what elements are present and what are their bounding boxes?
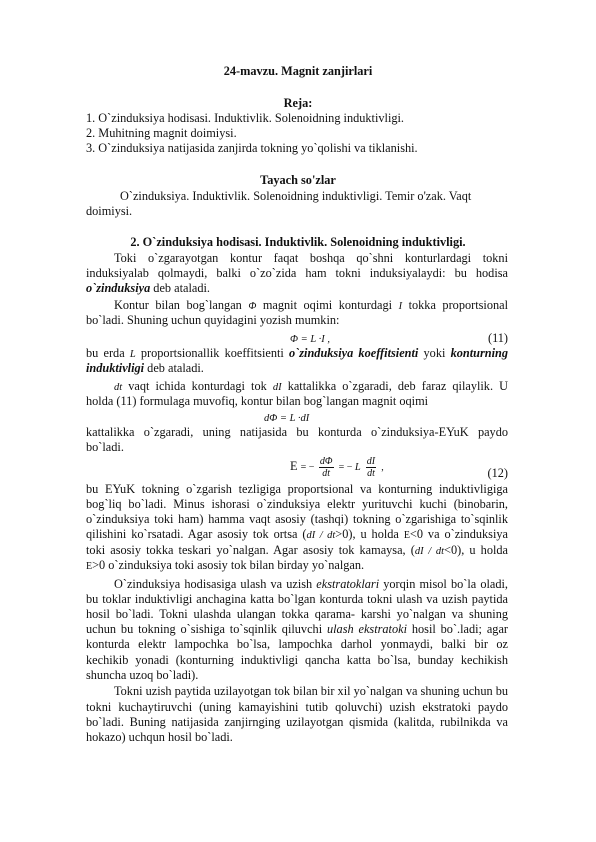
term-kontur: konturning — [450, 346, 508, 360]
inductance-symbol: L — [129, 349, 136, 360]
paragraph-line: hosil bo`ladi. Tokni ulashda ulangan tokka qarama- karshi yo`nalgan va shuning — [86, 607, 508, 621]
equation-number-12: (12) — [487, 466, 508, 480]
equation-11: Φ = L ·I , — [290, 334, 330, 345]
paragraph-line: bo`ladi. — [86, 440, 124, 454]
paragraph-line: induktivligi deb ataladi. — [86, 361, 204, 375]
equation-number-11: (11) — [487, 331, 508, 345]
paragraph-line: bo`ladi. Buning natijasida zanjirnging uzilayotgan qismida (kalitda, rubilnikda va — [86, 715, 508, 729]
page-title: 24-mavzu. Magnit zanjirlari — [223, 64, 373, 78]
paragraph-line: bu erda L proportsionallik koeffitsienti o`zinduksiya koeffitsienti yoki konturning — [86, 346, 508, 360]
plan-item: 2. Muhitning magnit doimiysi. — [86, 126, 237, 140]
paragraph-line: shuncha uzoq bo`ladi). — [86, 668, 199, 682]
term-coefficient: o`zinduksiya koeffitsienti — [289, 346, 419, 360]
paragraph-line: Tokni uzish paytida uzilayotgan tok bilan bir xil yo`nalgan va shuning uchun bu — [114, 684, 508, 698]
paragraph-line: bu EYuK tokning o`zgarish tezligiga proportsional va konturning induktivligiga — [86, 482, 508, 496]
paragraph-line: uchun bu tokning o`sishiga to`sqinlik qiluvchi ulash ekstratoki hosil bo`.ladi; agar — [86, 622, 509, 636]
keywords-text: O`zinduksiya. Induktivlik. Solenoidning induktivligi. Temir o'zak. Vaqt — [120, 189, 472, 203]
paragraph-line: bog`liq bo`ladi. Minus ishorasi o`zinduksiya elektr yurituvchi kuchi (binobarin, — [86, 497, 508, 511]
plan-item: 1. O`zinduksiya hodisasi. Induktivlik. Solenoidning induktivligi. — [86, 111, 405, 125]
paragraph-line: o`zinduksiya deb ataladi. — [86, 281, 210, 295]
keywords-text-cont: doimiysi. — [86, 204, 133, 218]
fraction-dphi-dt: $\frac{d\Phi}{dt}$ — [319, 455, 333, 479]
paragraph-line: kechikib yonadi (konturning induktivligi qancha katta bo`lsa, bunday kechikish — [86, 653, 508, 667]
term-induktivligi: induktivligi — [86, 361, 145, 375]
current-symbol: I — [398, 301, 403, 312]
paragraph-line: o`zinduksiya toki ham) hamma vaqt asosiy (tashqi) tokning o`zgarishiga to`sqinlik — [86, 512, 508, 526]
fraction-di-dt: $\frac{dI}{dt}$ — [366, 455, 376, 479]
paragraph-line: konturda elektr lampochka bo`lsa, lampochka darhol yonmaydi, balki bir oz — [86, 637, 508, 651]
paragraph-line: qilishini ko`rsatadi. Agar asosiy tok ortsa (dI / dt>0), u holda E<0 va o`zinduksiya — [86, 527, 508, 541]
equation-dphi: dΦ = L ·dI — [264, 413, 310, 424]
paragraph-line: tokni kuchaytiruvchi (uning kamayishini tutib qoluvchi) uzish ekstratoki paydo — [86, 700, 508, 714]
paragraph-line: toki asosiy tokka teskari yo`nalgan. Agar asosiy tok kamaysa, (dI / dt<0), u holda — [86, 543, 508, 557]
paragraph-line: O`zinduksiya hodisasiga ulash va uzish ekstratoklari yorqin misol bo`la oladi, — [114, 577, 508, 591]
paragraph-line: hokazo) uchqun hosil bo`ladi. — [86, 730, 233, 744]
paragraph-line: induksiyalab qolmaydi, balki o`zo`zida ham tokni induksiyalaydi: bu hodisa — [86, 266, 508, 280]
paragraph-line: E>0 o`zinduksiya toki asosiy tok bilan birday yo`nalgan. — [86, 558, 365, 572]
paragraph-line: kattalikka o`zgaradi, uning natijasida bu konturda o`zinduksiya-EYuK paydo — [86, 425, 508, 439]
paragraph-line: Kontur bilan bog`langan Φ magnit oqimi konturdagi I tokka proportsional — [114, 298, 509, 312]
term-ozinduksiya: o`zinduksiya — [86, 281, 151, 295]
section-heading: 2. O`zinduksiya hodisasi. Induktivlik. Solenoidning induktivligi. — [130, 235, 466, 249]
paragraph-line: bu toklar induktivligi anchagina katta bo`lgan konturda tokni ulash va uzish paytida — [86, 592, 508, 606]
paragraph-line: dt vaqt ichida konturdagi tok dI kattalikka o`zgaradi, deb faraz qilaylik. U — [114, 379, 509, 393]
plan-heading: Reja: — [283, 96, 313, 110]
equation-12: E = − $\frac{d\Phi}{dt}$ = − L $\frac{dI}{dt}$ , — [290, 455, 384, 479]
keywords-heading: Tayach so'zlar — [260, 173, 336, 187]
paragraph-line: holda (11) formulaga muvofiq, kontur bilan bog`langan magnit oqimi — [86, 394, 429, 408]
phi-symbol: Φ — [248, 301, 257, 312]
paragraph-line: bo`ladi. Shuning uchun quyidagini yozish mumkin: — [86, 313, 340, 327]
emf-symbol: E — [290, 459, 298, 473]
paragraph-line: Toki o`zgarayotgan kontur faqat boshqa qo`shni konturlardagi tokni — [114, 251, 508, 265]
plan-item: 3. O`zinduksiya natijasida zanjirda tokning yo`qolishi va tiklanishi. — [86, 141, 418, 155]
